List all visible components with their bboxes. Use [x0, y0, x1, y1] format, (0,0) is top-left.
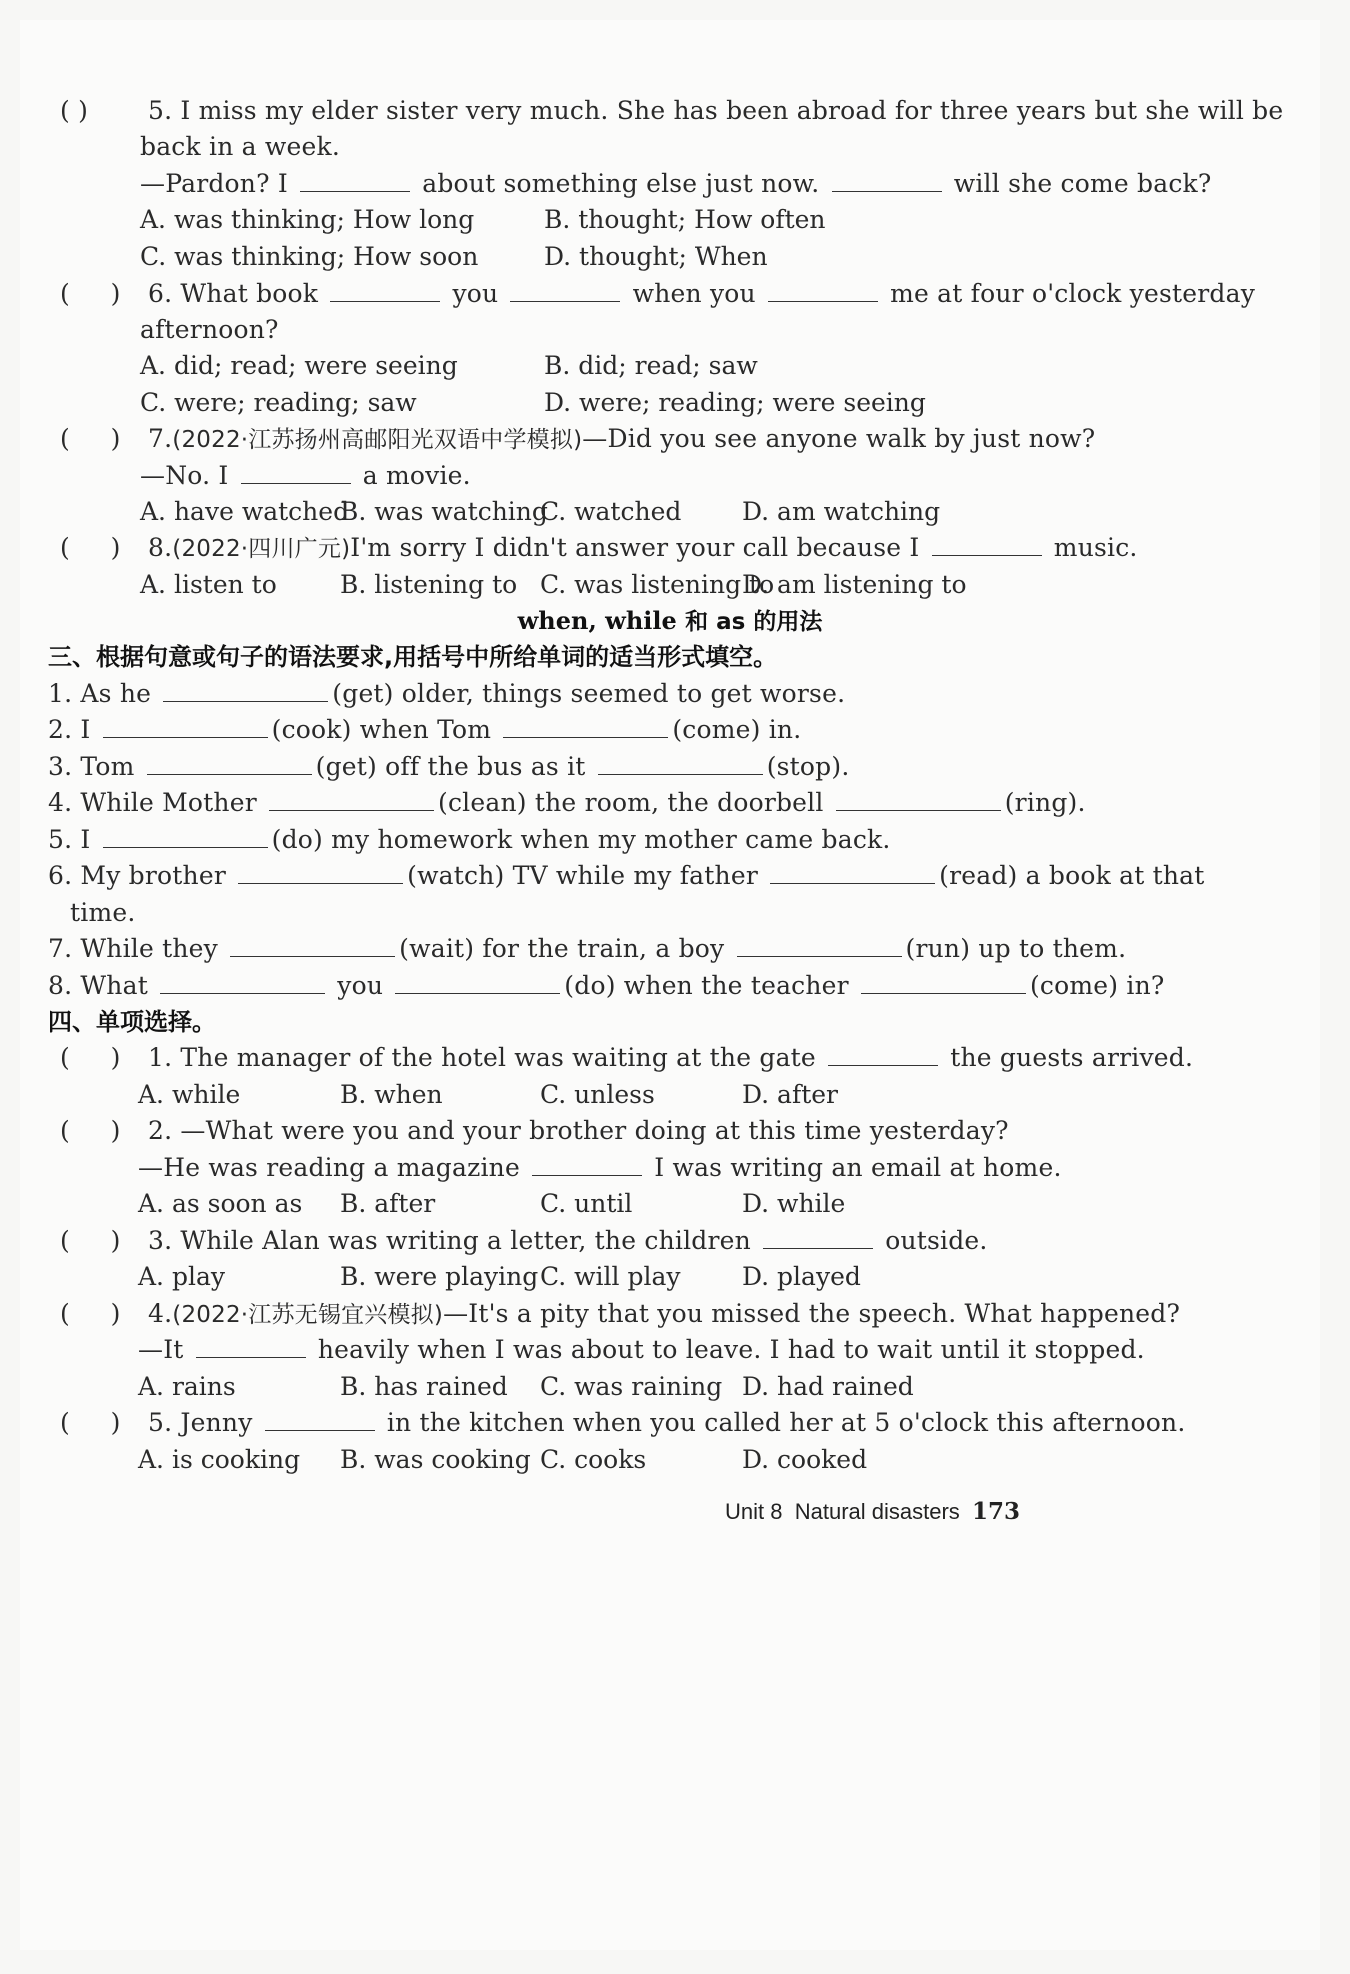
answer-blank[interactable]	[238, 861, 403, 884]
option-d[interactable]: D. am watching	[742, 497, 941, 526]
option-b[interactable]: B. listening to	[340, 570, 518, 599]
answer-blank[interactable]	[103, 825, 268, 848]
option-d[interactable]: D. cooked	[742, 1445, 868, 1474]
option-c[interactable]: C. unless	[540, 1080, 655, 1109]
option-d[interactable]: D. after	[742, 1080, 838, 1109]
fill-6: 6. My brother (watch) TV while my father (read) a book at that	[48, 861, 1205, 890]
question-4-4: ( ) 4.(2022·江苏无锡宜兴模拟)—It's a pity that you missed the speech. What happened?	[60, 1299, 1181, 1328]
answer-blank[interactable]	[932, 533, 1042, 556]
question-2-7: ( ) 7.(2022·江苏扬州高邮阳光双语中学模拟)—Did you see anyone walk by just now?	[60, 424, 1096, 453]
option-c[interactable]: C. cooks	[540, 1445, 647, 1474]
question-2-8: ( ) 8.(2022·四川广元)I'm sorry I didn't answer your call because I music.	[60, 533, 1138, 562]
fill-1: 1. As he (get) older, things seemed to get worse.	[48, 679, 846, 708]
option-d[interactable]: D. while	[742, 1189, 846, 1218]
option-d[interactable]: D. had rained	[742, 1372, 914, 1401]
answer-blank[interactable]	[395, 971, 560, 994]
answer-blank[interactable]	[861, 971, 1026, 994]
answer-blank[interactable]	[196, 1335, 306, 1358]
option-c[interactable]: C. will play	[540, 1262, 681, 1291]
question-4-3: ( ) 3. While Alan was writing a letter, the children outside.	[60, 1226, 988, 1255]
option-a[interactable]: A. as soon as	[138, 1189, 303, 1218]
question-4-5: ( ) 5. Jenny in the kitchen when you called her at 5 o'clock this afternoon.	[60, 1408, 1186, 1437]
question-2-6-line2: afternoon?	[140, 315, 279, 344]
option-a[interactable]: A. is cooking	[138, 1445, 301, 1474]
page-footer: Unit 8 Natural disasters 173	[725, 1498, 1021, 1525]
answer-blank[interactable]	[147, 752, 312, 775]
question-4-2-line2: —He was reading a magazine I was writing an email at home.	[138, 1153, 1062, 1182]
option-d[interactable]: D. were; reading; were seeing	[544, 388, 926, 417]
option-c[interactable]: C. watched	[540, 497, 682, 526]
question-2-5: ( ) 5. I miss my elder sister very much. She has been abroad for three years but she will be	[60, 96, 1284, 125]
option-b[interactable]: B. was watching	[340, 497, 548, 526]
answer-blank[interactable]	[230, 934, 395, 957]
fill-5: 5. I (do) my homework when my mother came back.	[48, 825, 891, 854]
fill-2: 2. I (cook) when Tom (come) in.	[48, 715, 802, 744]
answer-blank[interactable]	[503, 715, 668, 738]
answer-blank[interactable]	[103, 715, 268, 738]
option-d[interactable]: D. am listening to	[742, 570, 967, 599]
question-4-4-line2: —It heavily when I was about to leave. I had to wait until it stopped.	[138, 1335, 1145, 1364]
option-a[interactable]: A. rains	[138, 1372, 236, 1401]
question-2-6: ( ) 6. What book you when you me at four o'clock yesterday	[60, 279, 1256, 308]
option-b[interactable]: B. were playing	[340, 1262, 539, 1291]
fill-8: 8. What you (do) when the teacher (come) in?	[48, 971, 1165, 1000]
fill-6-line2: time.	[70, 898, 136, 927]
fill-4: 4. While Mother (clean) the room, the doorbell (ring).	[48, 788, 1086, 817]
section-3-heading: 三、根据句意或句子的语法要求,用括号中所给单词的适当形式填空。	[48, 643, 778, 671]
option-a[interactable]: A. have watched	[140, 497, 350, 526]
topic-title: when, while 和 as 的用法	[517, 606, 823, 635]
answer-blank[interactable]	[737, 934, 902, 957]
answer-blank[interactable]	[828, 1043, 938, 1066]
option-b[interactable]: B. after	[340, 1189, 436, 1218]
question-4-1: ( ) 1. The manager of the hotel was waiting at the gate the guests arrived.	[60, 1043, 1194, 1072]
answer-blank[interactable]	[532, 1153, 642, 1176]
question-2-7-line2: —No. I a movie.	[140, 461, 471, 490]
option-c[interactable]: C. were; reading; saw	[140, 388, 417, 417]
option-b[interactable]: B. was cooking	[340, 1445, 531, 1474]
option-d[interactable]: D. thought; When	[544, 242, 768, 271]
question-2-5-line2: back in a week.	[140, 132, 340, 161]
answer-blank[interactable]	[300, 169, 410, 192]
answer-blank[interactable]	[763, 1226, 873, 1249]
option-a[interactable]: A. was thinking; How long	[140, 205, 475, 234]
option-a[interactable]: A. play	[138, 1262, 225, 1291]
option-b[interactable]: B. when	[340, 1080, 443, 1109]
answer-blank[interactable]	[770, 861, 935, 884]
answer-blank[interactable]	[330, 279, 440, 302]
option-c[interactable]: C. was raining	[540, 1372, 723, 1401]
option-c[interactable]: C. was listening to	[540, 570, 775, 599]
question-4-2: ( ) 2. —What were you and your brother doing at this time yesterday?	[60, 1116, 1009, 1145]
answer-blank[interactable]	[832, 169, 942, 192]
option-a[interactable]: A. while	[138, 1080, 241, 1109]
answer-blank[interactable]	[836, 788, 1001, 811]
answer-blank[interactable]	[265, 1408, 375, 1431]
answer-blank[interactable]	[598, 752, 763, 775]
option-d[interactable]: D. played	[742, 1262, 861, 1291]
answer-blank[interactable]	[163, 679, 328, 702]
option-b[interactable]: B. thought; How often	[544, 205, 826, 234]
answer-blank[interactable]	[269, 788, 434, 811]
option-a[interactable]: A. listen to	[140, 570, 277, 599]
section-4-heading: 四、单项选择。	[48, 1008, 216, 1036]
answer-blank[interactable]	[510, 279, 620, 302]
option-b[interactable]: B. has rained	[340, 1372, 508, 1401]
fill-7: 7. While they (wait) for the train, a boy (run) up to them.	[48, 934, 1127, 963]
option-a[interactable]: A. did; read; were seeing	[140, 351, 458, 380]
option-b[interactable]: B. did; read; saw	[544, 351, 758, 380]
answer-blank[interactable]	[768, 279, 878, 302]
option-c[interactable]: C. until	[540, 1189, 633, 1218]
option-c[interactable]: C. was thinking; How soon	[140, 242, 479, 271]
answer-blank[interactable]	[241, 461, 351, 484]
question-2-5-line3: —Pardon? I about something else just now. will she come back?	[140, 169, 1212, 198]
fill-3: 3. Tom (get) off the bus as it (stop).	[48, 752, 850, 781]
worksheet-page	[20, 20, 1320, 1950]
answer-blank[interactable]	[160, 971, 325, 994]
